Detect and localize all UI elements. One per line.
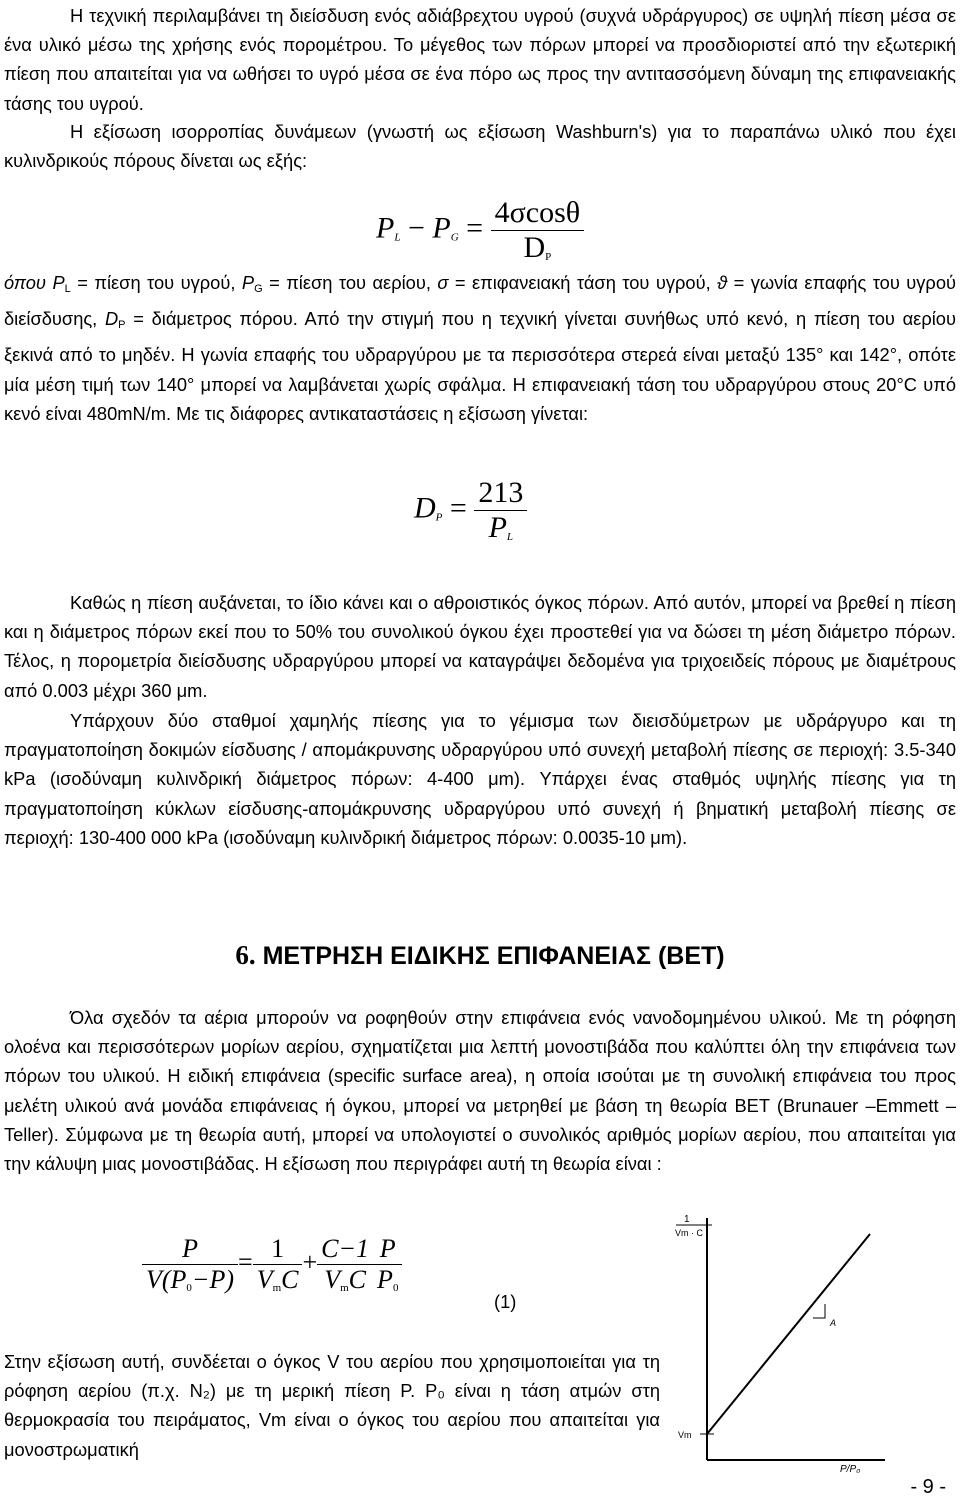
equation-number: (1) bbox=[494, 1291, 517, 1312]
paragraph-symbol-definitions bbox=[4, 268, 956, 428]
bet-line bbox=[707, 1234, 870, 1434]
slope-label: A bbox=[830, 1318, 837, 1328]
paragraph-cumulative-volume bbox=[4, 588, 956, 705]
y-top-label-denominator: Vm · C bbox=[675, 1228, 703, 1238]
bet-plot-figure bbox=[670, 1212, 892, 1474]
paragraph-stations bbox=[4, 706, 956, 852]
paragraph-washburn bbox=[4, 117, 956, 175]
simplified-equation: $D_P$ = $\frac{213}{P_L}$ bbox=[414, 476, 527, 545]
page-number: - 9 - bbox=[910, 1476, 946, 1498]
paragraph-text: όπου $P_L = \pi ί\varepsilon\sigma\eta$ του υγρού, $P_G = \pi ί\varepsilon\sigma\eta$ του αερίου, σ = επιφανειακή τάση του υγρού, ϑ = γωνία επαφής του υγρού διείσδυσης, $D_P = \delta\iota ά\mu\varepsilon\tau\rho o\varsigma$ πόρου. Από την στιγμή που η τεχνική γίνεται συνήθως υπό κενό, η πίεση του αερίου ξεκινά από το μηδέν. Η γωνία επαφής του υδραργύρου με τα περισσότερα στερεά είναι μεταξύ 135° και 142°, οπότε μία μέση τιμή των 140° μπορεί να λαμβάνεται χωρίς σφάλμα. Η επιφανειακή τάση του υδραργύρου στους 20°C υπό κενό είναι 480mN/m. Με τις διάφορες αντικαταστάσεις η εξίσωση γίνεται: bbox=[4, 272, 956, 424]
paragraph-text: Η εξίσωση ισορροπίας δυνάμεων (γνωστή ως εξίσωση Washburn's) για το παραπάνω υλικό που έχει κυλινδρικούς πόρους δίνεται ως εξής: bbox=[4, 121, 956, 172]
paragraph-bet-symbols bbox=[4, 1347, 660, 1464]
bet-equation: $\frac{P}{V(P_0-P)}$ = $\frac{1}{V_mC}$ + $\frac{C-1}{V_mC}$ $\frac{P}{P_0}$ bbox=[142, 1234, 402, 1295]
section-title: ΜΕΤΡΗΣΗ ΕΙΔΙΚΗΣ ΕΠΙΦΑΝΕΙΑΣ (BET) bbox=[262, 942, 725, 970]
y-intercept-label: Vm bbox=[678, 1430, 692, 1440]
paragraph-bet-intro bbox=[4, 1003, 956, 1178]
paragraph-text: Στην εξίσωση αυτή, συνδέεται ο όγκος V του αερίου που χρησιμοποιείται για τη ρόφηση αερίου (π.χ. N₂) με τη μερική πίεση P. P₀ είναι η τάση ατμών στη θερμοκρασία του πειράματος, Vm είναι ο όγκος του αερίου που απαιτείται για μονοστρωματική bbox=[4, 1351, 660, 1460]
paragraph-text: Υπάρχουν δύο σταθμοί χαμηλής πίεσης για το γέμισμα των διεισδύμετρων με υδράργυρο και τη πραγματοποίηση δοκιμών είσδυσης / απομάκρυνσης υδραργύρου υπό συνεχή μεταβολή πίεσης σε περιοχή: 3.5-340 kPa (ισοδύναμη κυλινδρική διάμετρος πόρων: 4-400 μm). Υπάρχει ένας σταθμός υψηλής πίεσης για τη πραγματοποίηση κύκλων είσδυσης-απομάκρυνσης υδραργύρου υπό συνεχή ή βηματική μεταβολή πίεσης σε περιοχή: 130-400 000 kPa (ισοδύναμη κυλινδρική διάμετρος πόρων: 0.0035-10 μm). bbox=[4, 710, 956, 848]
y-top-label-numerator: 1 bbox=[684, 1214, 690, 1225]
x-axis-label: P/P₀ bbox=[840, 1464, 861, 1474]
section-heading bbox=[0, 937, 960, 974]
paragraph-text: Η τεχνική περιλαμβάνει τη διείσδυση ενός αδιάβρεχτου υγρού (συχνά υδράργυρος) σε υψηλή πίεση μέσα σε ένα υλικό μέσω της χρήσης ενός ποροµέτρου. Το μέγεθος των πόρων μπορεί να προσδιοριστεί από την εξωτερική πίεση που απαιτείται για να ωθήσει το υγρό μέσα σε ένα πόρο ως προς την αντιτασσόμενη δύναμη της επιφανειακής τάσης του υγρού. bbox=[4, 5, 956, 114]
section-number: 6. bbox=[235, 940, 256, 970]
washburn-equation: $P_L - P_G$ = $\frac{4\sigma\cos\theta}{D_P}$ bbox=[376, 196, 584, 265]
slope-triangle bbox=[813, 1304, 825, 1318]
paragraph-text: Καθώς η πίεση αυξάνεται, το ίδιο κάνει και ο αθροιστικός όγκος πόρων. Από αυτόν, μπορεί να βρεθεί η πίεση και η διάμετρος πόρων εκεί που το 50% του συνολικού όγκου έχει προστεθεί για να δώσει τη μέση διάμετρο πόρων. Τέλος, η ποροµετρία διείσδυσης υδραργύρου μπορεί να καταγράψει δεδομένα για τριχοειδείς πόρους με διαμέτρους από 0.003 μέχρι 360 μm. bbox=[4, 592, 956, 701]
paragraph-porosimetry-intro bbox=[4, 1, 956, 118]
paragraph-text: Όλα σχεδόν τα αέρια μπορούν να ροφηθούν στην επιφάνεια ενός νανοδομημένου υλικού. Με τη ρόφηση ολοένα και περισσότερων μορίων αερίου, σχηματίζεται μια λεπτή μονοστιβάδα που καλύπτει όλη την επιφάνεια των πόρων του υλικού. Η ειδική επιφάνεια (specific surface area), η οποία ισούται με τη συνολική επιφάνεια του προς μελέτη υλικού ανά μονάδα επιφάνειας ή όγκου, μπορεί να μετρηθεί με βάση τη θεωρία BET (Brunauer –Emmett – Teller). Σύμφωνα με τη θεωρία αυτή, μπορεί να υπολογιστεί ο συνολικός αριθμός μορίων αερίου, που απαιτείται για την κάλυψη μιας μονοστιβάδας. Η εξίσωση που περιγράφει αυτή τη θεωρία είναι : bbox=[4, 1007, 956, 1175]
